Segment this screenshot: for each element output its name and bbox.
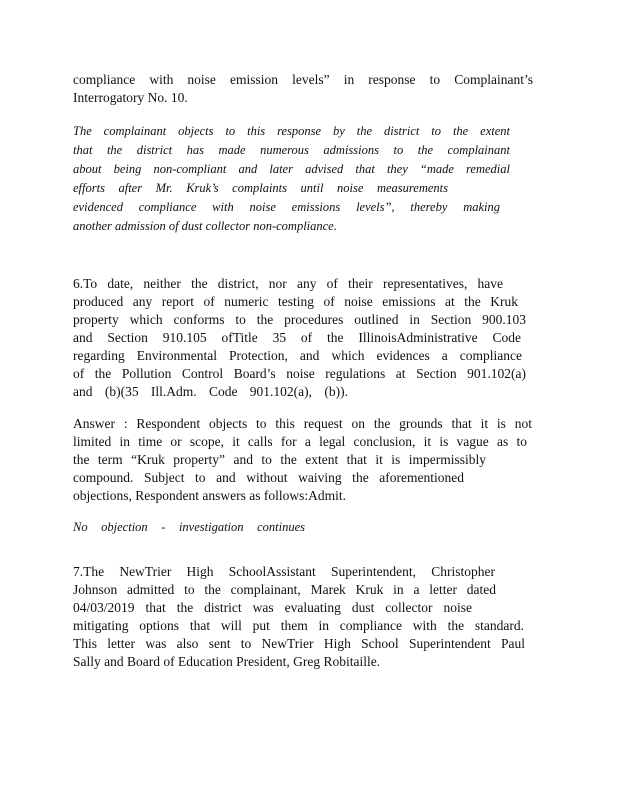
complainant-response-6	[73, 518, 305, 537]
paragraph-line: limited in time or scope, it calls for a legal conclusion, it is vague as to	[73, 434, 527, 449]
paragraph-line: Johnson admitted to the complainant, Marek Kruk in a letter dated	[73, 582, 496, 597]
paragraph-line: 6.To date, neither the district, nor any of their representatives, have	[73, 276, 503, 291]
paragraph-line: Interrogatory No. 10.	[73, 90, 188, 105]
paragraph-line: and (b)(35 Ill.Adm. Code 901.102(a), (b)).	[73, 384, 348, 399]
paragraph-line: another admission of dust collector non-compliance.	[73, 219, 337, 233]
paragraph-line: This letter was also sent to NewTrier High School Superintendent Paul	[73, 636, 525, 651]
paragraph-line: evidenced compliance with noise emissions levels”, thereby making	[73, 200, 500, 214]
complainant-response-paragraph	[73, 122, 510, 236]
request-7-paragraph	[73, 563, 525, 671]
paragraph-line: The complainant objects to this response by the district to the extent	[73, 124, 510, 138]
paragraph-line: the term “Kruk property” and to the extent that it is impermissibly	[73, 452, 486, 467]
continued-answer-paragraph	[73, 71, 533, 107]
paragraph-line: No objection - investigation continues	[73, 520, 305, 534]
paragraph-line: mitigating options that will put them in compliance with the standard.	[73, 618, 524, 633]
paragraph-line: objections, Respondent answers as follows:Admit.	[73, 488, 346, 503]
paragraph-line: 04/03/2019 that the district was evaluating dust collector noise	[73, 600, 472, 615]
paragraph-line: Answer : Respondent objects to this request on the grounds that it is not	[73, 416, 532, 431]
paragraph-line: that the district has made numerous admissions to the complainant	[73, 143, 510, 157]
paragraph-line: 7.The NewTrier High SchoolAssistant Superintendent, Christopher	[73, 564, 495, 579]
paragraph-line: regarding Environmental Protection, and which evidences a compliance	[73, 348, 522, 363]
paragraph-line: efforts after Mr. Kruk’s complaints until noise measurements	[73, 181, 448, 195]
paragraph-line: property which conforms to the procedures outlined in Section 900.103	[73, 312, 526, 327]
request-6-paragraph	[73, 275, 526, 401]
paragraph-line: produced any report of numeric testing of noise emissions at the Kruk	[73, 294, 518, 309]
paragraph-line: of the Pollution Control Board’s noise regulations at Section 901.102(a)	[73, 366, 526, 381]
answer-6-paragraph	[73, 415, 532, 505]
paragraph-line: about being non-compliant and later advised that they “made remedial	[73, 162, 510, 176]
paragraph-line: and Section 910.105 ofTitle 35 of the IllinoisAdministrative Code	[73, 330, 521, 345]
paragraph-line: Sally and Board of Education President, Greg Robitaille.	[73, 654, 381, 669]
paragraph-line: compound. Subject to and without waiving the aforementioned	[73, 470, 464, 485]
paragraph-line: compliance with noise emission levels” in response to Complainant’s	[73, 72, 533, 87]
